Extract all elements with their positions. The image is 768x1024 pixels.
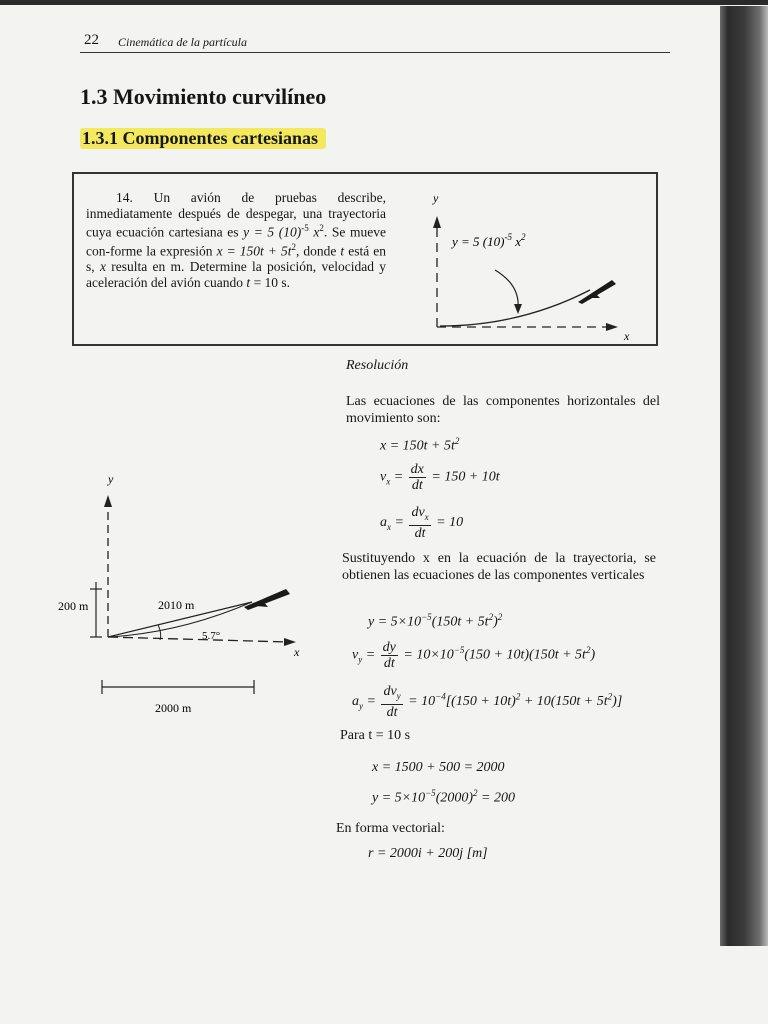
y-axis-arrow xyxy=(433,216,441,228)
pointer-arrowhead xyxy=(514,304,522,314)
distance-label: 2010 m xyxy=(158,598,195,612)
section-heading: 1.3 Movimiento curvilíneo xyxy=(80,84,327,109)
base-label: 2000 m xyxy=(155,701,192,715)
resolution-intro: Las ecuaciones de las componentes horizontales del movimiento son: xyxy=(346,394,660,426)
angle-label: 5.7° xyxy=(202,630,221,642)
resolution-label: Resolución xyxy=(346,358,409,373)
equation-ax: $a_x$ = $\frac{dv_x}{dt}$ = 10 xyxy=(380,505,464,541)
diagram-y-arrow xyxy=(104,495,112,507)
equation-y-value: $y = 5\times 10^{-5}(2000)^2 = 200$ xyxy=(372,788,515,806)
diagram-x-label: x xyxy=(294,645,300,659)
page-number: 22 xyxy=(84,32,99,48)
page-top-edge xyxy=(0,0,768,5)
diagram-airplane-icon xyxy=(244,589,290,610)
equation-ay: $a_y$ = $\frac{dv_y}{dt}$ = $10^{-4}[(150 + 10t)^2 + 10(150t + 5t^2)]$ xyxy=(352,684,623,720)
equation-r-vector: r = 2000i + 200j [m] xyxy=(368,846,488,861)
equation-vy: $v_y$ = $\frac{dy}{dt}$ = $10\times 10^{-5}(150 + 10t)(150t + 5t^2)$ xyxy=(352,640,596,671)
trajectory-curve xyxy=(440,290,590,326)
substitution-text: Sustituyendo x en la ecuación de la trayectoria, se obtienen las ecuaciones de las componentes verticales xyxy=(342,551,656,583)
subsection-heading: 1.3.1 Componentes cartesianas xyxy=(80,128,326,149)
diagram-y-label: y xyxy=(108,472,114,486)
diagram-x-axis xyxy=(108,637,288,642)
height-label: 200 m xyxy=(58,599,89,613)
running-header-title: Cinemática de la partícula xyxy=(118,35,247,49)
equation-vx: $v_x$ = $\frac{dx}{dt}$ = 150 + 10t xyxy=(380,462,500,493)
x-axis-arrow xyxy=(606,323,618,331)
x-axis-label: x xyxy=(624,329,630,340)
header-rule xyxy=(80,52,670,53)
vector-form-label: En forma vectorial: xyxy=(336,821,445,836)
trajectory-equation: y = 5 $(10)^{-5}$ $x^2$ xyxy=(452,232,526,249)
equation-y: $y = 5\times 10^{-5}(150t + 5t^2)^2$ xyxy=(368,612,503,630)
pointer-arrow xyxy=(495,270,518,308)
page-binding-shadow xyxy=(720,6,768,946)
position-diagram xyxy=(50,465,330,725)
equation-x-value: x = 1500 + 500 = 2000 xyxy=(372,760,505,775)
para-t-text: Para t = 10 s xyxy=(340,728,411,743)
y-axis-label: y xyxy=(433,191,439,205)
problem-statement: 14. Un avión de pruebas describe, inmediatamente después de despegar, una trayectoria cuya ecuación cartesiana es y = 5 $(10)^{-5}$ $x^2$. Se mueve con-forme la expresión $x = 150t + 5t^2$, donde t está en s, x resulta en m. Determine la posición, velocidad y aceleración del avión cuando t = 10 s. xyxy=(86,190,387,290)
trajectory-figure xyxy=(400,180,650,340)
equation-x: $x = 150t + 5t^2$ xyxy=(380,436,460,454)
airplane-icon xyxy=(578,280,616,304)
